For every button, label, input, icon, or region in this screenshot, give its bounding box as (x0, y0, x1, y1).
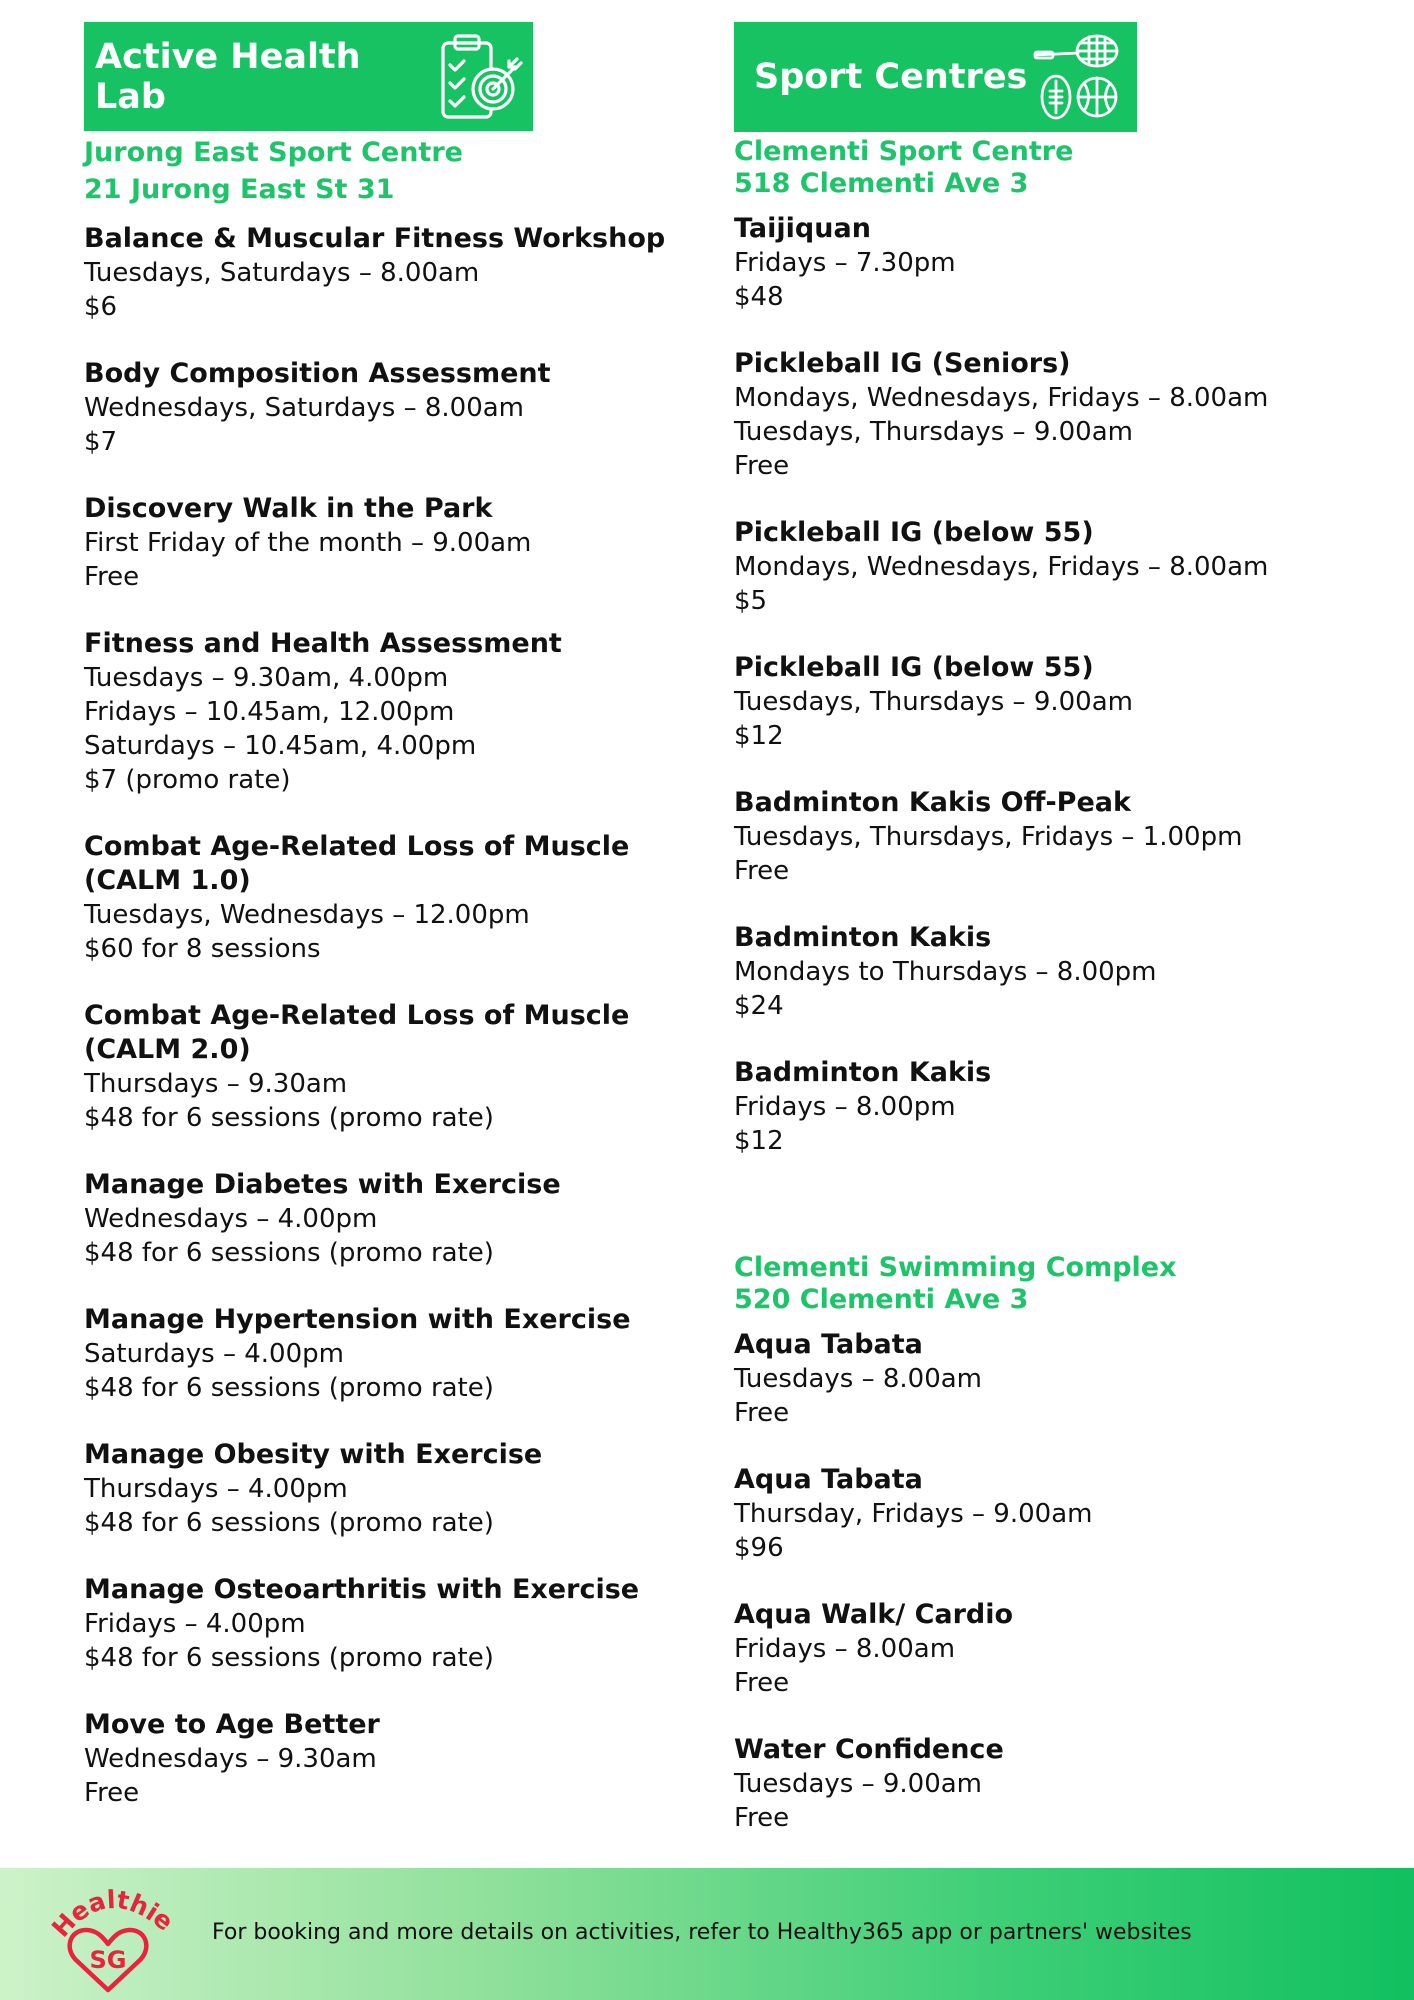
activity-name: Body Composition Assessment (84, 358, 551, 389)
activity-schedule: Fridays – 10.45am, 12.00pm (84, 697, 455, 727)
sports-balls-icon (1031, 31, 1123, 123)
activity-price: Free (734, 1668, 790, 1698)
clipboard-target-icon (437, 31, 523, 123)
activity-name: Badminton Kakis (734, 922, 992, 953)
activity-item (84, 627, 684, 797)
activity-name: Fitness and Health Assessment (84, 628, 562, 659)
clementi-swimming-complex-venue (734, 1252, 1374, 1316)
activity-item (84, 357, 684, 459)
active-health-lab-banner (84, 22, 533, 131)
activity-item (734, 212, 1374, 314)
venue-address: 520 Clementi Ave 3 (734, 1284, 1029, 1315)
clementi-sport-centre-venue (734, 136, 1374, 200)
activity-schedule: Thursdays – 9.30am (84, 1069, 348, 1099)
activity-name: Manage Obesity with Exercise (84, 1439, 543, 1470)
activity-item (734, 347, 1374, 483)
activity-name: Badminton Kakis Off-Peak (734, 787, 1131, 818)
activity-name: Combat Age-Related Loss of Muscle (CALM 1.0) (84, 831, 630, 896)
activity-price: $6 (84, 292, 118, 322)
activity-price: Free (734, 1803, 790, 1833)
activity-name: Combat Age-Related Loss of Muscle (CALM 2.0) (84, 1000, 630, 1065)
activity-price: Free (84, 1778, 140, 1808)
activity-item (734, 786, 1374, 888)
sport-centres-column (734, 22, 1374, 1868)
activity-price: $5 (734, 586, 768, 616)
activity-price: $12 (734, 721, 784, 751)
jurong-east-venue (84, 134, 684, 208)
activity-name: Manage Diabetes with Exercise (84, 1169, 561, 1200)
activity-price: $7 (promo rate) (84, 765, 291, 795)
activity-schedule: Fridays – 8.00pm (734, 1092, 956, 1122)
activity-list (734, 212, 1374, 1158)
venue-name: Clementi Swimming Complex (734, 1252, 1177, 1283)
footer-bar (0, 1868, 1414, 2000)
activity-price: $48 for 6 sessions (promo rate) (84, 1508, 494, 1538)
activity-schedule: Tuesdays, Thursdays, Fridays – 1.00pm (734, 822, 1243, 852)
activity-schedule: Mondays, Wednesdays, Fridays – 8.00am (734, 552, 1269, 582)
activity-list (734, 1328, 1374, 1835)
activity-price: $48 for 6 sessions (promo rate) (84, 1238, 494, 1268)
activity-price: $12 (734, 1126, 784, 1156)
activity-item (84, 999, 684, 1135)
activity-schedule: First Friday of the month – 9.00am (84, 528, 532, 558)
activity-name: Move to Age Better (84, 1709, 380, 1740)
activity-name: Balance & Muscular Fitness Workshop (84, 223, 666, 254)
activity-item (84, 1573, 684, 1675)
activity-price: $24 (734, 991, 784, 1021)
activity-schedule: Saturdays – 10.45am, 4.00pm (84, 731, 477, 761)
activity-price: $48 for 6 sessions (promo rate) (84, 1373, 494, 1403)
activity-name: Manage Hypertension with Exercise (84, 1304, 631, 1335)
activity-price: $60 for 8 sessions (84, 934, 321, 964)
activity-name: Pickleball IG (below 55) (734, 517, 1094, 548)
venue-address: 21 Jurong East St 31 (84, 174, 395, 205)
activity-item (84, 1303, 684, 1405)
activity-price: Free (84, 562, 140, 592)
activity-item (734, 1463, 1374, 1565)
activity-name: Aqua Tabata (734, 1464, 923, 1495)
activity-price: Free (734, 451, 790, 481)
activity-schedule: Wednesdays – 4.00pm (84, 1204, 378, 1234)
activity-item (84, 492, 684, 594)
activity-list (84, 222, 684, 1810)
activity-name: Aqua Tabata (734, 1329, 923, 1360)
activity-name: Taijiquan (734, 213, 871, 244)
banner-title: Active Health Lab (95, 36, 361, 117)
activity-schedule: Fridays – 4.00pm (84, 1609, 306, 1639)
svg-text:Healthier (46, 1886, 176, 1943)
activity-item (734, 1328, 1374, 1430)
activity-item (84, 1438, 684, 1540)
activity-schedule: Tuesdays – 8.00am (734, 1364, 983, 1394)
venue-name: Clementi Sport Centre (734, 136, 1074, 167)
activity-item (734, 1056, 1374, 1158)
activity-item (84, 1708, 684, 1810)
activity-price: $48 (734, 282, 784, 312)
logo-text-top: Healthie (46, 1886, 176, 1943)
activity-schedule: Wednesdays – 9.30am (84, 1744, 377, 1774)
activity-schedule: Tuesdays, Saturdays – 8.00am (84, 258, 480, 288)
activity-item (734, 1598, 1374, 1700)
activity-name: Discovery Walk in the Park (84, 493, 493, 524)
activity-schedule: Mondays to Thursdays – 8.00pm (734, 957, 1157, 987)
activity-item (84, 1168, 684, 1270)
activity-schedule: Wednesdays, Saturdays – 8.00am (84, 393, 524, 423)
activity-schedule: Thursday, Fridays – 9.00am (734, 1499, 1093, 1529)
activity-schedule: Fridays – 8.00am (734, 1634, 956, 1664)
activity-schedule: Tuesdays, Thursdays – 9.00am (734, 417, 1133, 447)
logo-text-bottom: SG (89, 1946, 127, 1974)
activity-schedule: Mondays, Wednesdays, Fridays – 8.00am (734, 383, 1269, 413)
activity-item (734, 516, 1374, 618)
activity-price: $96 (734, 1533, 784, 1563)
activity-price: Free (734, 1398, 790, 1428)
activity-price: $48 for 6 sessions (promo rate) (84, 1643, 494, 1673)
activity-item (84, 830, 684, 966)
activity-item (84, 222, 684, 324)
activity-schedule: Fridays – 7.30pm (734, 248, 956, 278)
activity-item (734, 651, 1374, 753)
venue-address: 518 Clementi Ave 3 (734, 168, 1029, 199)
activity-name: Water Confidence (734, 1734, 1004, 1765)
activity-name: Pickleball IG (below 55) (734, 652, 1094, 683)
activity-item (734, 921, 1374, 1023)
activity-schedule: Tuesdays, Wednesdays – 12.00pm (84, 900, 530, 930)
activity-item (734, 1733, 1374, 1835)
banner-title: Sport Centres (754, 57, 1028, 97)
activity-price: $48 for 6 sessions (promo rate) (84, 1103, 494, 1133)
activity-name: Manage Osteoarthritis with Exercise (84, 1574, 640, 1605)
activity-schedule: Thursdays – 4.00pm (84, 1474, 348, 1504)
activity-schedule: Saturdays – 4.00pm (84, 1339, 344, 1369)
activity-name: Badminton Kakis (734, 1057, 992, 1088)
venue-name: Jurong East Sport Centre (84, 137, 463, 168)
footer-note: For booking and more details on activities, refer to Healthy365 app or partners' websites (212, 1920, 1192, 1945)
activity-schedule: Tuesdays – 9.00am (734, 1769, 983, 1799)
sport-centres-banner (734, 22, 1137, 132)
active-health-lab-column (84, 22, 684, 1843)
activity-price: $7 (84, 427, 118, 457)
activity-name: Aqua Walk/ Cardio (734, 1599, 1014, 1630)
activity-schedule: Tuesdays, Thursdays – 9.00am (734, 687, 1133, 717)
healthier-sg-heart-logo (46, 1886, 176, 2000)
activity-name: Pickleball IG (Seniors) (734, 348, 1071, 379)
activity-price: Free (734, 856, 790, 886)
activity-schedule: Tuesdays – 9.30am, 4.00pm (84, 663, 449, 693)
